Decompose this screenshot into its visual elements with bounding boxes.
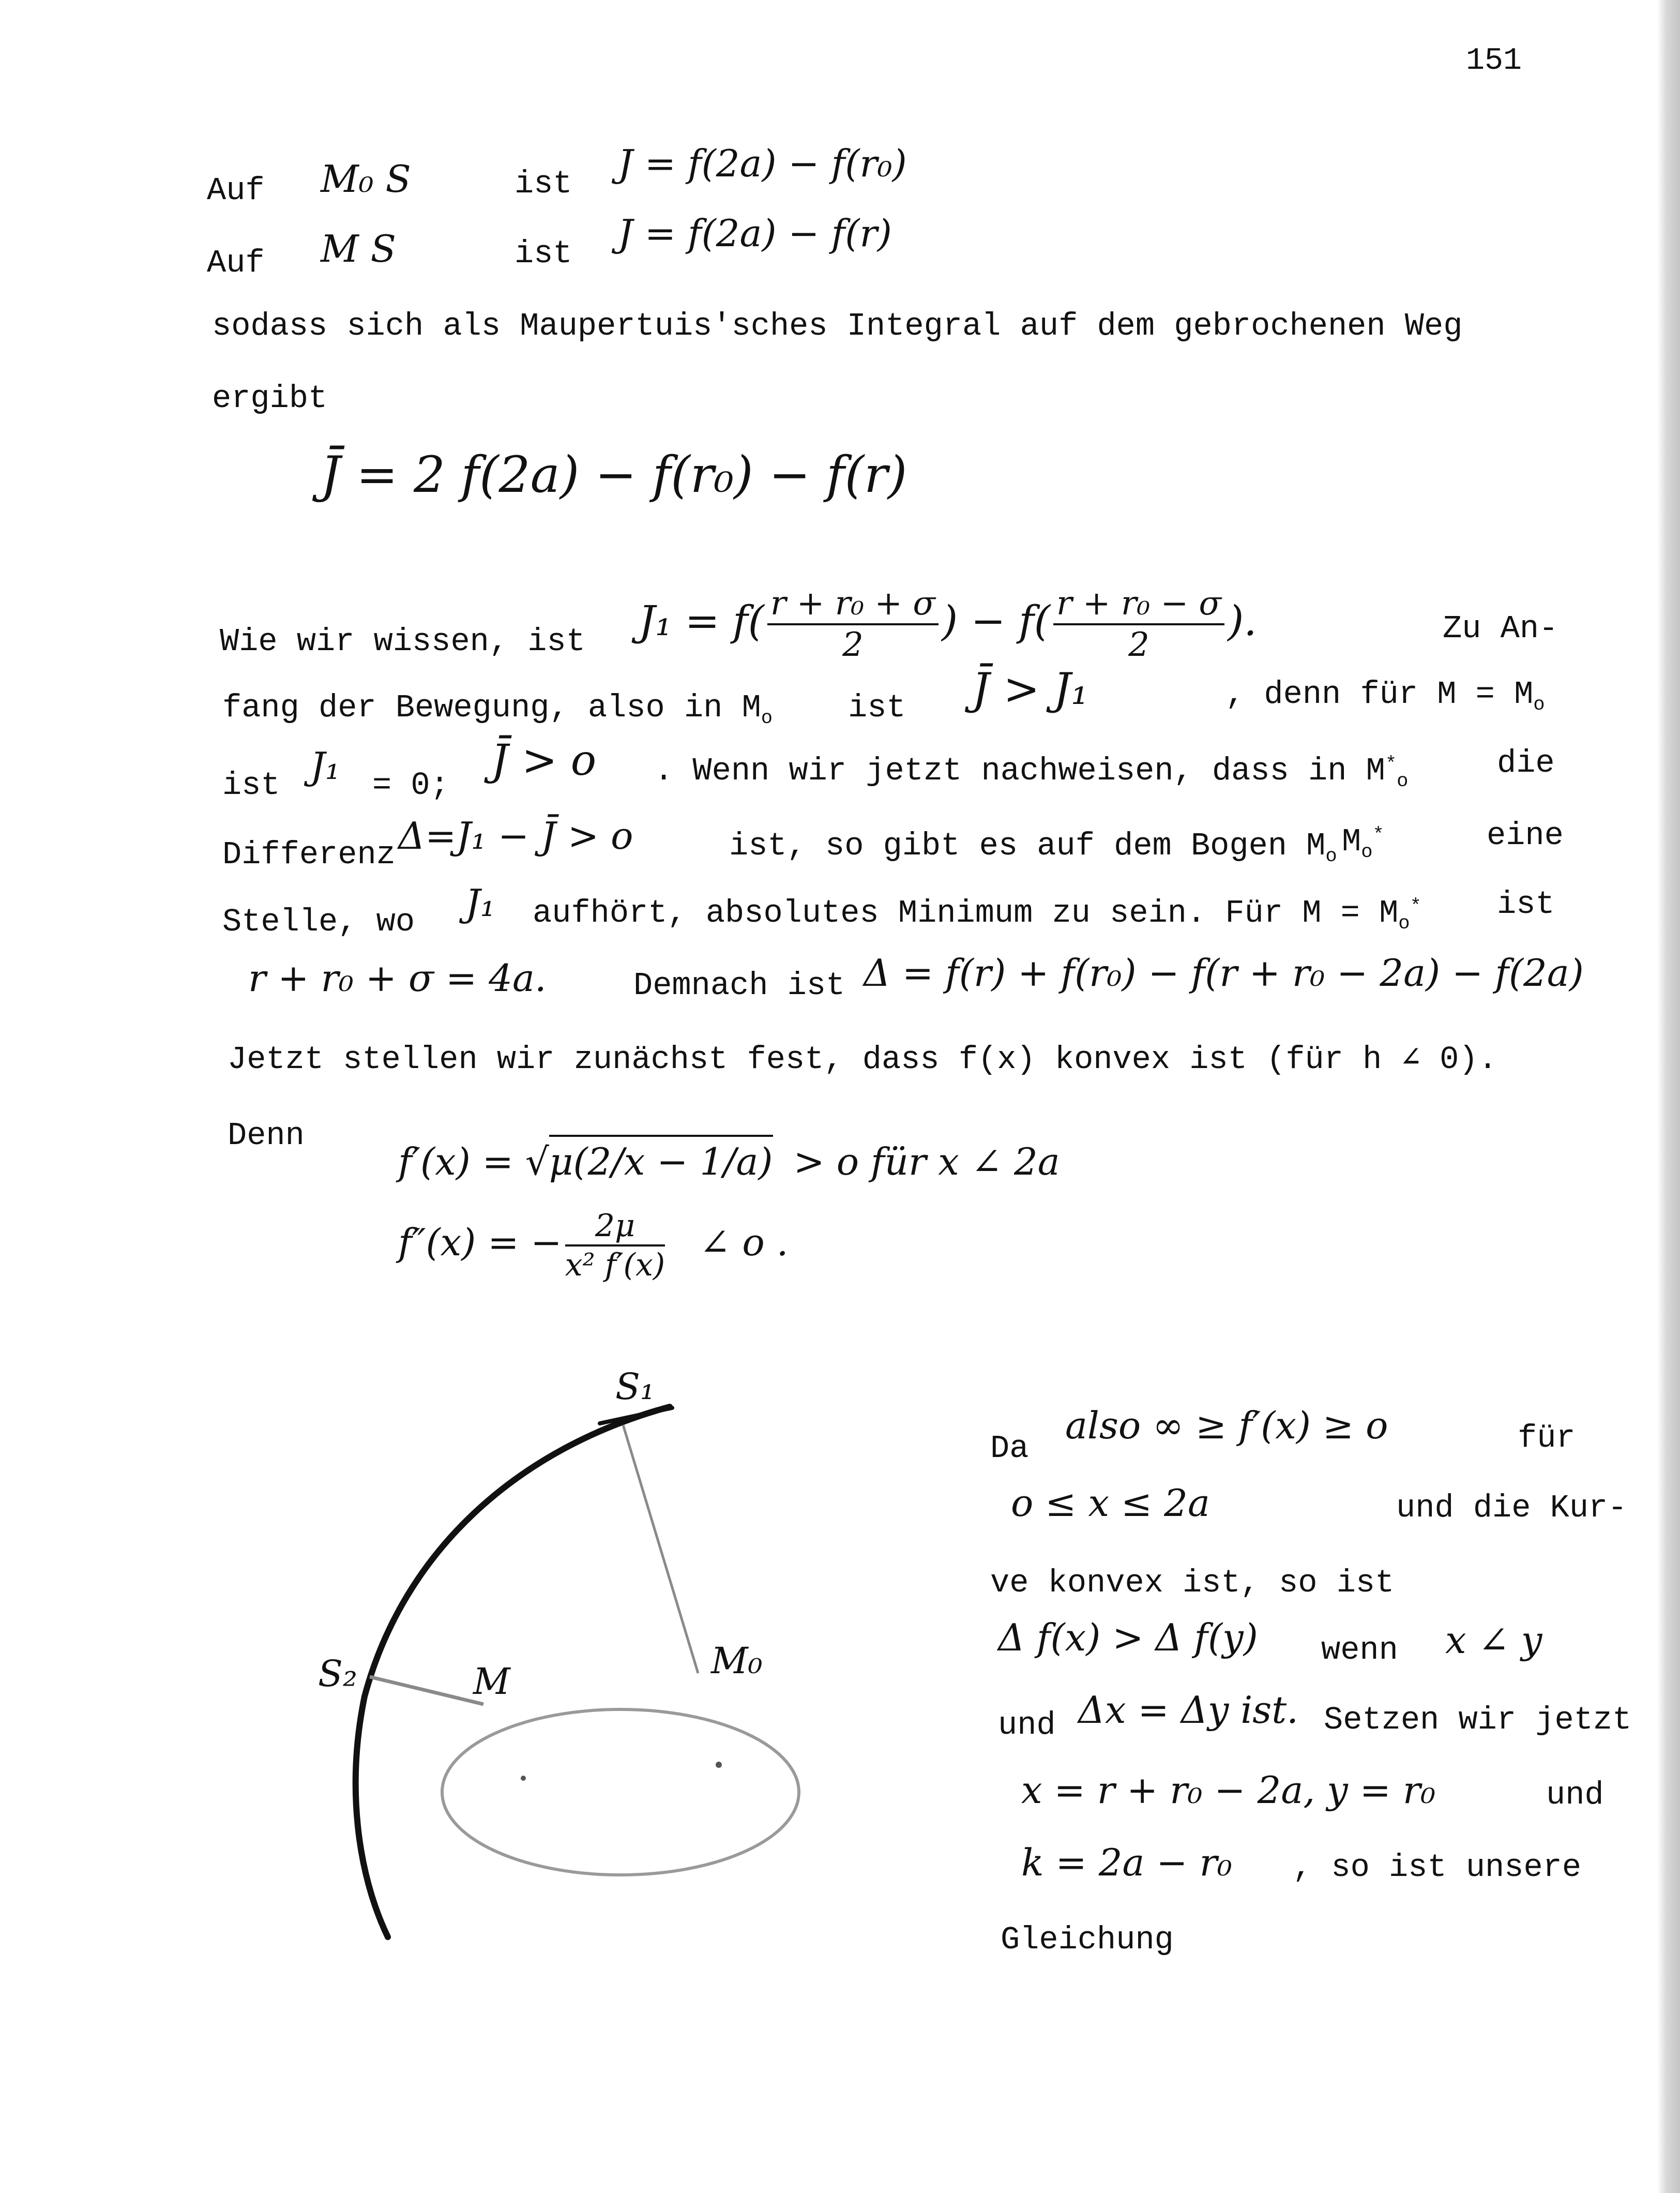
line8-sup-c: * [1385, 753, 1397, 775]
right2-hw: o ≤ x ≤ 2a [1011, 1481, 1210, 1525]
right5-text-a: und [998, 1707, 1056, 1744]
line4-text: ergibt [212, 380, 328, 417]
line10-sub-b: o [1398, 913, 1410, 935]
line6-text-a: Wie wir wissen, ist [220, 623, 585, 660]
line12-text: Jetzt stellen wir zunächst fest, dass f(x) konvex ist (für h ∠ 0). [228, 1041, 1497, 1078]
line2-auf: Auf [207, 245, 265, 281]
line11-text-a: Demnach ist [633, 967, 845, 1004]
line7-text-b: ist [848, 689, 906, 726]
line9-sup-c: * [1372, 824, 1384, 846]
line8-hw-a: J₁ [310, 744, 340, 788]
line6-num-2: r + r₀ − σ [1053, 587, 1224, 625]
line6-eq-b: ) − f( [942, 597, 1050, 645]
page-number: 151 [1466, 43, 1522, 79]
line8-text-d: die [1497, 745, 1555, 782]
line7-sub-a: o [761, 708, 773, 730]
line9-text-c-main: M [1342, 823, 1361, 860]
right4-hw-b: x ∠ y [1445, 1618, 1542, 1662]
line2-equation: J = f(2a) − f(r) [618, 212, 892, 255]
line15-eq-b: ∠ o . [699, 1221, 789, 1264]
right6-text: und [1546, 1777, 1604, 1813]
line8-text-c-main: . Wenn wir jetzt nachweisen, dass in M [654, 753, 1385, 789]
line9-text-d: eine [1487, 817, 1564, 854]
line7-sub-c: o [1533, 694, 1545, 716]
segment-s1-m0 [623, 1425, 698, 1673]
right5-text-b: Setzen wir jetzt [1324, 1702, 1632, 1738]
focus-left [521, 1776, 526, 1781]
outer-arc-cap [600, 1408, 672, 1423]
line6-den-1: 2 [842, 626, 864, 664]
line7-text-c-main: , denn für M = M [1225, 676, 1534, 713]
line14-radicand: μ(2/x − 1/a) [549, 1135, 773, 1183]
segment-s2-m [370, 1677, 483, 1704]
focus-right [716, 1762, 722, 1768]
page-edge-shadow [1657, 0, 1680, 2193]
line9-sub-b: o [1325, 846, 1337, 868]
orbit-ellipse [442, 1709, 799, 1875]
line10-text-b-main: aufhört, absolutes Minimum zu sein. Für M = M [533, 895, 1399, 932]
line7-text-a-main: fang der Bewegung, also in M [222, 689, 761, 726]
line9-text-b-main: ist, so gibt es auf dem Bogen M [729, 828, 1326, 864]
right1-text-b: für [1518, 1420, 1576, 1456]
line14-eq-a: f′(x) = √ [398, 1140, 549, 1183]
line2-ist: ist [514, 235, 572, 272]
line2-path: M S [321, 227, 396, 271]
line15-num: 2μ [565, 1210, 665, 1246]
line7-equation: J̄ > J₁ [972, 664, 1088, 714]
line6-den-2: 2 [1128, 626, 1149, 664]
right4-text: wenn [1321, 1632, 1398, 1669]
label-m0: M₀ [711, 1640, 763, 1682]
line14-eq-b: > o für x ∠ 2a [793, 1140, 1060, 1183]
right5-hw: Δx = Δy ist. [1078, 1688, 1299, 1732]
line10-text-a: Stelle, wo [222, 904, 415, 940]
line8-text-b: = 0; [372, 767, 449, 804]
line1-auf: Auf [207, 172, 265, 209]
line6-eq-a: J₁ = f( [639, 597, 764, 645]
line1-path: M₀ S [321, 157, 411, 201]
line3-text: sodass sich als Maupertuis'sches Integral auf dem gebrochenen Weg [212, 308, 1463, 344]
line13-text: Denn [228, 1117, 305, 1154]
line9-text-a: Differenz [222, 836, 396, 873]
right7-hw: k = 2a − r₀ [1021, 1841, 1232, 1884]
line5-equation: J̄ = 2 f(2a) − f(r₀) − f(r) [321, 446, 907, 504]
line10-text-c: ist [1497, 886, 1555, 923]
right4-hw-a: Δ f(x) > Δ f(y) [998, 1616, 1258, 1659]
line6-text-b: Zu An- [1443, 610, 1558, 647]
line8-sub-c: o [1397, 771, 1409, 793]
right6-hw: x = r + r₀ − 2a, y = r₀ [1021, 1768, 1436, 1812]
line6-num-1: r + r₀ + σ [767, 587, 939, 625]
line10-hw-a: J₁ [465, 881, 495, 925]
label-s2: S₂ [318, 1653, 358, 1695]
right1-hw: also ∞ ≥ f′(x) ≥ o [1065, 1404, 1388, 1447]
line9-hw-a: Δ=J₁ − J̄ > o [398, 814, 633, 858]
right8-text: Gleichung [1001, 1921, 1174, 1958]
line1-ist: ist [514, 166, 572, 202]
line8-hw-b: J̄ > o [491, 736, 597, 785]
line6-eq-c: ). [1228, 597, 1257, 645]
line11-hw-b: Δ = f(r) + f(r₀) − f(r + r₀ − 2a) − f(2a) [864, 951, 1584, 995]
right7-text: , so ist unsere [1293, 1849, 1582, 1886]
line8-text-a: ist [222, 767, 280, 804]
label-s1: S₁ [615, 1365, 655, 1408]
right3-text: ve konvex ist, so ist [990, 1565, 1395, 1601]
right2-text: und die Kur- [1396, 1490, 1627, 1526]
line15-den: x² f′(x) [565, 1247, 665, 1283]
right1-text-a: Da [990, 1430, 1029, 1467]
line11-hw-a: r + r₀ + σ = 4a. [248, 956, 547, 1000]
label-m: M [473, 1660, 510, 1703]
line15-eq-a: f″(x) = − [398, 1221, 562, 1264]
line10-sup-b: * [1410, 895, 1421, 918]
line1-equation: J = f(2a) − f(r₀) [618, 142, 907, 185]
line9-sub-c: o [1361, 842, 1373, 864]
